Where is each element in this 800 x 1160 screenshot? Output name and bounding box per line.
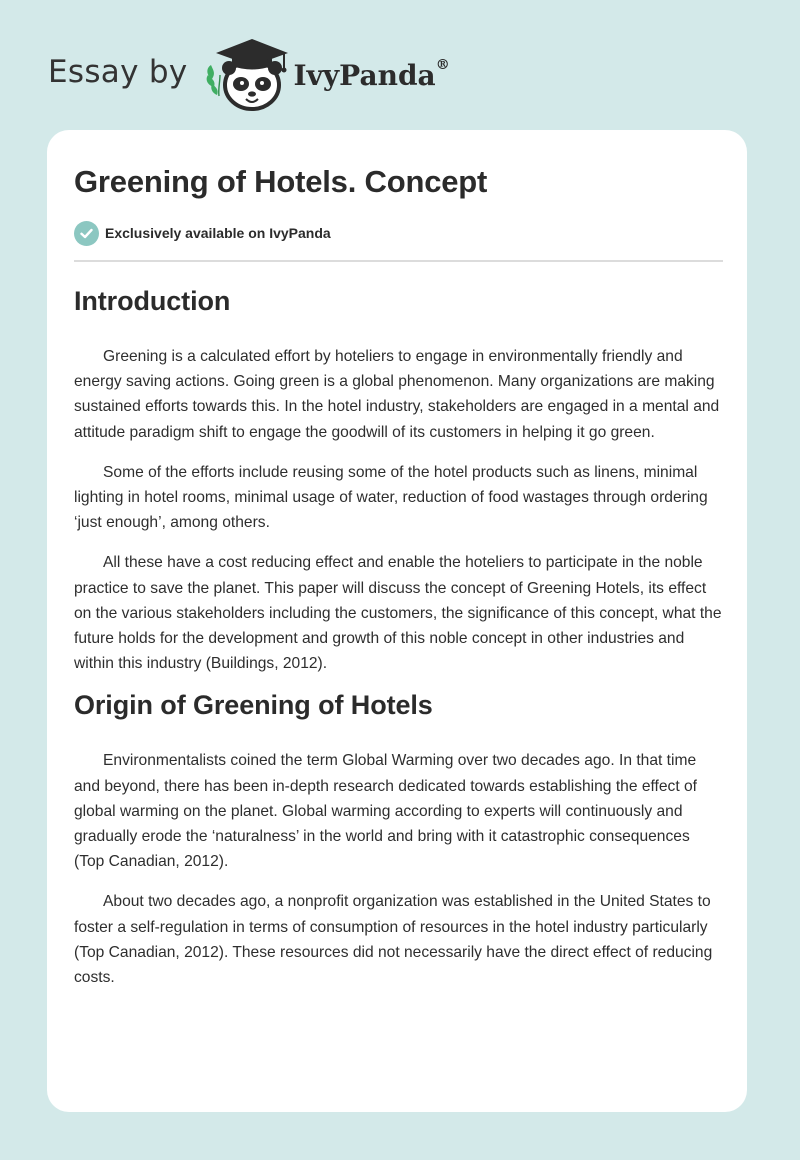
site-header	[48, 34, 450, 114]
paragraph: About two decades ago, a nonprofit organization was established in the United States to foster a self-regulation in terms of consumption of resources in the hotel industry particularly (Top Canadian, 2012). These resources did not necessarily have the direct effect of reducing costs.	[74, 893, 713, 987]
section-heading: Origin of Greening of Hotels	[74, 690, 433, 721]
ivy-leaf-icon	[206, 65, 219, 96]
section-heading: Introduction	[74, 286, 231, 316]
brand-name[interactable]: IvyPanda®	[293, 56, 450, 92]
essay-by-label: Essay by	[48, 54, 188, 90]
panda-graduate-logo-icon[interactable]	[202, 35, 292, 113]
section-origin	[74, 690, 724, 990]
paragraph: Some of the efforts include reusing some of the hotel products such as linens, minimal lighting in hotel rooms, minimal usage of water, reduction of food wastages through ordering ‘just enough’, among others.	[74, 463, 708, 532]
registered-mark: ®	[435, 56, 450, 73]
essay-content	[74, 164, 724, 990]
exclusive-label: Exclusively available on IvyPanda	[105, 225, 331, 241]
divider	[74, 260, 723, 262]
essay-card	[47, 130, 747, 1112]
paragraph: All these have a cost reducing effect and enable the hoteliers to participate in the noble practice to save the planet. This paper will discuss the concept of Greening Hotels, its effect on the various stakeholders including the customers, the significance of this concept, what the future holds for the development and growth of this noble concept in other industries and within this industry (Buildings, 2012).	[74, 554, 722, 673]
page-title: Greening of Hotels. Concept	[74, 164, 488, 199]
paragraph: Greening is a calculated effort by hoteliers to engage in environmentally friendly and energy saving actions. Going green is a global phenomenon. Many organizations are making sustained efforts towards this. In the hotel industry, stakeholders are engaged in a mental and attitude paradigm shift to engage the goodwill of its customers in helping it go green.	[74, 348, 720, 441]
section-introduction	[74, 286, 724, 676]
paragraph: Environmentalists coined the term Global Warming over two decades ago. In that time and beyond, there has been in-depth research dedicated towards establishing the effect of global warming on the planet. Global warming according to experts will continuously and gradually erode the ‘naturalness’ in the world and bring with it catastrophic consequences (Top Canadian, 2012).	[74, 752, 698, 871]
exclusive-badge	[74, 220, 724, 246]
check-circle-icon	[74, 221, 99, 246]
